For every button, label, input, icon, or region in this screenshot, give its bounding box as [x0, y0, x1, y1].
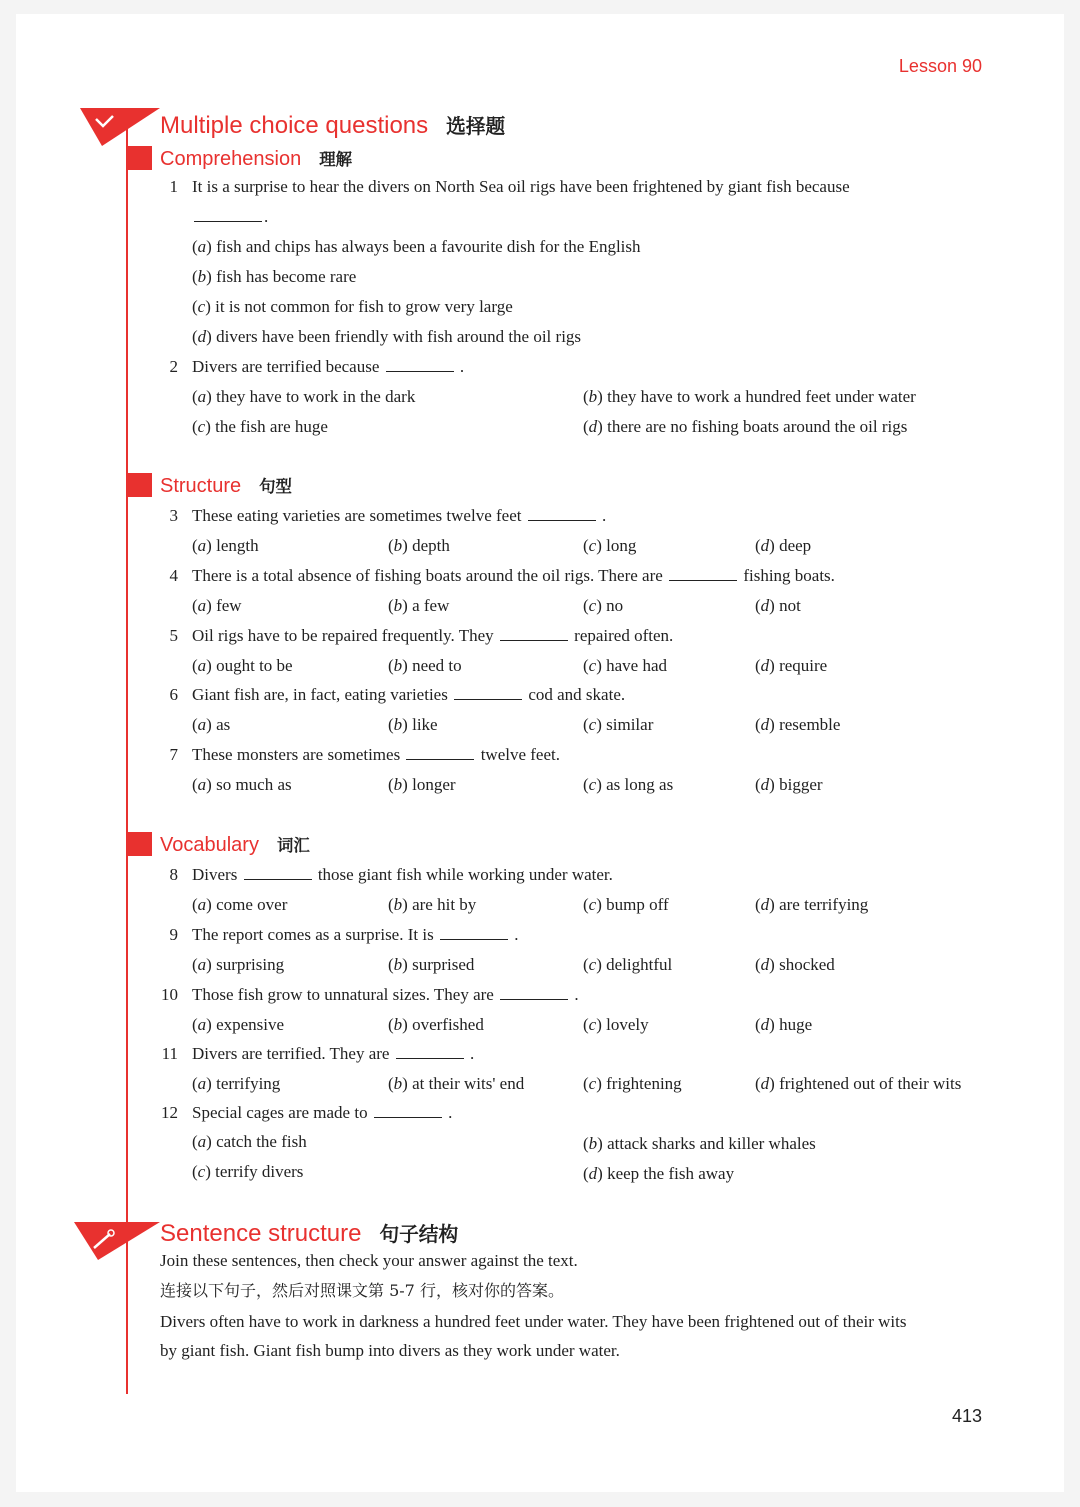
- option-a: (a) few: [192, 595, 242, 615]
- option-a: (a) terrifying: [192, 1074, 281, 1094]
- option-d: (d) require: [755, 655, 828, 675]
- exercise-text-line-1: Divers often have to work in darkness a hundred feet under water. They have been frightened out of their wits: [160, 1312, 907, 1331]
- question-text: Those fish grow to unnatural sizes. They are .: [192, 984, 579, 1004]
- question-number: 10: [161, 984, 178, 1004]
- option-d: (d) keep the fish away: [583, 1164, 735, 1183]
- question-text: The report comes as a surprise. It is .: [192, 924, 519, 944]
- question-number: 3: [169, 506, 178, 525]
- option-b: (b) are hit by: [388, 895, 477, 914]
- option-c: (c) terrify divers: [192, 1162, 304, 1181]
- question-text: Divers those giant fish while working under water.: [192, 865, 613, 884]
- wrench-flag-icon: [74, 1222, 162, 1262]
- question-number: 7: [169, 745, 178, 764]
- option-a: (a) they have to work in the dark: [192, 387, 416, 406]
- question-number: 6: [169, 685, 178, 705]
- option-c: (c) lovely: [583, 1014, 649, 1034]
- option-c: (c) similar: [583, 715, 654, 735]
- option-b: (b) overfished: [388, 1014, 484, 1034]
- lesson-label: Lesson 90: [898, 56, 982, 76]
- answer-blank: .: [192, 206, 268, 228]
- option-c: (c) the fish are huge: [192, 417, 328, 436]
- question-text: Giant fish are, in fact, eating varieties cod and skate.: [192, 685, 626, 705]
- option-a: (a) expensive: [192, 1014, 285, 1034]
- option-b: (b) at their wits' end: [388, 1074, 525, 1094]
- question-number: 11: [161, 1044, 178, 1064]
- option-b: (b) they have to work a hundred feet under water: [583, 387, 916, 406]
- instruction-cn: 连接以下句子，然后对照课文第 5-7 行，核对你的答案。: [160, 1281, 564, 1300]
- option-c: (c) bump off: [583, 895, 669, 914]
- option-b: (b) need to: [388, 655, 462, 675]
- question-text: Divers are terrified because .: [192, 357, 465, 376]
- option-a: (a) fish and chips has always been a favourite dish for the English: [192, 237, 641, 256]
- option-b: (b) surprised: [388, 954, 475, 974]
- option-a: (a) ought to be: [192, 655, 293, 675]
- option-c: (c) frightening: [583, 1074, 682, 1094]
- option-c: (c) no: [583, 595, 624, 615]
- option-d: (d) deep: [755, 536, 812, 555]
- option-a: (a) so much as: [192, 775, 292, 794]
- question-number: 4: [169, 565, 178, 585]
- question-number: 9: [169, 924, 178, 944]
- option-c: (c) as long as: [583, 775, 674, 794]
- option-d: (d) are terrifying: [755, 895, 869, 914]
- option-a: (a) come over: [192, 895, 288, 914]
- exercise-text-line-2: by giant fish. Giant fish bump into divers as they work under water.: [160, 1341, 620, 1360]
- option-a: (a) surprising: [192, 954, 285, 974]
- margin-rule: [126, 112, 128, 1394]
- page-number: 413: [951, 1406, 982, 1426]
- option-a: (a) length: [192, 536, 259, 555]
- instruction-en: Join these sentences, then check your answer against the text.: [160, 1251, 578, 1270]
- question-text: These eating varieties are sometimes twelve feet .: [192, 506, 607, 525]
- checkmark-flag-icon: [80, 108, 162, 148]
- question-text: Special cages are made to .: [192, 1103, 453, 1122]
- option-b: (b) fish has become rare: [192, 267, 357, 286]
- question-number: 5: [169, 625, 178, 645]
- option-d: (d) divers have been friendly with fish around the oil rigs: [192, 327, 582, 346]
- option-a: (a) as: [192, 715, 231, 735]
- option-c: (c) it is not common for fish to grow very large: [192, 297, 513, 316]
- question-text: Oil rigs have to be repaired frequently. They repaired often.: [192, 625, 674, 645]
- question-text: These monsters are sometimes twelve feet.: [192, 745, 560, 764]
- option-d: (d) shocked: [755, 954, 835, 974]
- question-text: It is a surprise to hear the divers on North Sea oil rigs have been frightened by giant fish because: [192, 177, 850, 196]
- option-b: (b) attack sharks and killer whales: [583, 1134, 816, 1153]
- option-b: (b) like: [388, 715, 438, 735]
- comprehension-marker: [127, 146, 152, 170]
- question-number: 8: [169, 865, 178, 884]
- option-d: (d) resemble: [755, 715, 841, 735]
- structure-marker: [127, 473, 152, 497]
- option-d: (d) not: [755, 595, 801, 615]
- structure-title: Structure 句型: [160, 475, 292, 497]
- sentence-structure-title: Sentence structure 句子结构: [160, 1220, 459, 1247]
- question-text: Divers are terrified. They are .: [192, 1044, 475, 1064]
- option-d: (d) there are no fishing boats around the oil rigs: [583, 417, 908, 436]
- option-b: (b) depth: [388, 536, 450, 555]
- question-text: There is a total absence of fishing boats around the oil rigs. There are fishing boats.: [192, 565, 835, 585]
- option-c: (c) have had: [583, 655, 668, 675]
- question-number: 1: [169, 177, 178, 196]
- mc-title: Multiple choice questions 选择题: [160, 112, 506, 139]
- option-d: (d) huge: [755, 1014, 813, 1034]
- option-b: (b) longer: [388, 775, 456, 794]
- option-d: (d) frightened out of their wits: [755, 1074, 962, 1094]
- vocabulary-title: Vocabulary 词汇: [160, 834, 310, 856]
- option-b: (b) a few: [388, 595, 450, 615]
- option-c: (c) delightful: [583, 954, 673, 974]
- question-number: 2: [169, 357, 178, 376]
- comprehension-title: Comprehension 理解: [160, 148, 352, 170]
- option-d: (d) bigger: [755, 775, 823, 794]
- option-a: (a) catch the fish: [192, 1132, 307, 1151]
- option-c: (c) long: [583, 536, 637, 555]
- question-number: 12: [161, 1103, 178, 1122]
- vocabulary-marker: [127, 832, 152, 856]
